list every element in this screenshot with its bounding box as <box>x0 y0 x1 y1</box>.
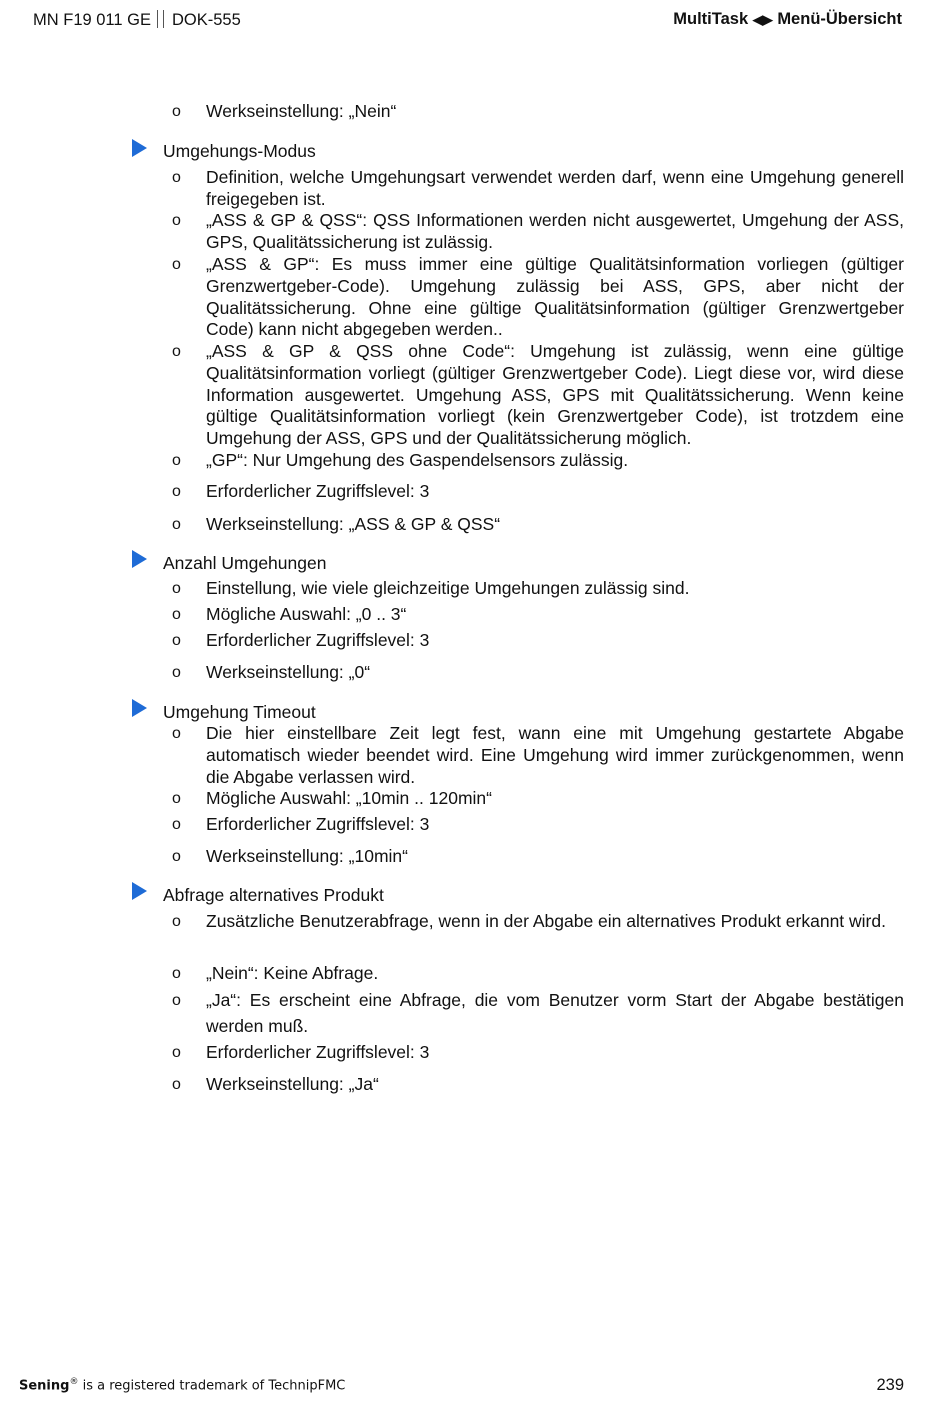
item-text: Werkseinstellung: „ASS & GP & QSS“ <box>206 514 501 534</box>
bullet-icon: o <box>172 256 181 273</box>
header-left <box>33 10 241 30</box>
footer-trademark <box>19 1377 345 1393</box>
section-arrow-icon <box>132 699 147 717</box>
header-right <box>673 10 902 29</box>
bullet-icon: o <box>172 848 181 865</box>
section-arrow-icon <box>132 882 147 900</box>
bullet-icon: o <box>172 516 181 533</box>
bullet-icon: o <box>172 212 181 229</box>
item-text: Die hier einstellbare Zeit legt fest, wann eine mit Umgehung gestartete Abgabe automatisch wieder beendet wird. Eine Umgehung wird immer zurückgenommen, wenn die Abgabe verlassen wird. <box>206 723 904 787</box>
bullet-icon: o <box>172 580 181 597</box>
brand-name: Sening <box>19 1378 70 1394</box>
item-text: „ASS & GP“: Es muss immer eine gültige Qualitätsinformation vorliegen (gültiger Grenzwertgeber-Code). Umgehung zulässig bei ASS, GPS, aber nicht der Qualitätssicherung. Ohne eine gültige Qualitätsinformation (gültiger Grenzwertgeber Code) kann nicht abgegeben werden.. <box>206 254 904 340</box>
item-text: „Ja“: Es erscheint eine Abfrage, die vom Benutzer vorm Start der Abgabe bestätigen werden muß. <box>206 990 904 1036</box>
item-text: Mögliche Auswahl: „0 .. 3“ <box>206 604 407 624</box>
bullet-icon: o <box>172 1076 181 1093</box>
bullet-icon: o <box>172 606 181 623</box>
bullet-icon: o <box>172 343 181 360</box>
item-text: Einstellung, wie viele gleichzeitige Umgehungen zulässig sind. <box>206 578 690 598</box>
bullet-icon: o <box>172 816 181 833</box>
bullet-icon: o <box>172 992 181 1009</box>
item-text: Erforderlicher Zugriffslevel: 3 <box>206 630 430 650</box>
item-text: „ASS & GP & QSS ohne Code“: Umgehung ist zulässig, wenn eine gültige Qualitätsinformation vorliegt (gültiger Grenzwertgeber Code). Liegt diese vor, wird diese Information ausgewertet. Umgehung ASS, GPS mit Qualitätssicherung. Wenn keine gültige Qualitätsinformation vorliegt (kein Grenzwertgeber Code), ist trotzdem eine Umgehung der ASS, GPS und der Qualitätssicherung möglich. <box>206 341 904 449</box>
item-text: Erforderlicher Zugriffslevel: 3 <box>206 1042 430 1062</box>
trademark-text: is a registered trademark of TechnipFMC <box>78 1378 346 1394</box>
bullet-icon: o <box>172 632 181 649</box>
bullet-icon: o <box>172 1044 181 1061</box>
section-arrow-icon <box>132 139 147 157</box>
section-title: Abfrage alternatives Produkt <box>163 885 384 905</box>
item-text: Mögliche Auswahl: „10min .. 120min“ <box>206 788 492 808</box>
section-arrow-icon <box>132 550 147 568</box>
item-text: Zusätzliche Benutzerabfrage, wenn in der Abgabe ein alternatives Produkt erkannt wird. <box>206 911 886 931</box>
section-title: Umgehungs-Modus <box>163 141 316 161</box>
item-text: Werkseinstellung: „10min“ <box>206 846 408 866</box>
section-name: Menü-Übersicht <box>777 10 902 28</box>
bullet-icon: o <box>172 725 181 742</box>
item-text: „ASS & GP & QSS“: QSS Informationen werden nicht ausgewertet, Umgehung der ASS, GPS, Qualitätssicherung ist zulässig. <box>206 210 904 252</box>
page-number: 239 <box>876 1376 904 1394</box>
bullet-icon: o <box>172 483 181 500</box>
bullet-icon: o <box>172 913 181 930</box>
header-separator <box>157 10 164 28</box>
section-title: Anzahl Umgehungen <box>163 553 327 573</box>
doc-code: MN F19 011 GE <box>33 11 151 29</box>
item-text: Definition, welche Umgehungsart verwendet werden darf, wenn eine Umgehung generell freigegeben ist. <box>206 167 904 209</box>
bullet-icon: o <box>172 965 181 982</box>
bullet-icon: o <box>172 452 181 469</box>
bullet-icon: o <box>172 103 181 120</box>
item-text: „GP“: Nur Umgehung des Gaspendelsensors zulässig. <box>206 450 629 470</box>
item-text: Werkseinstellung: „Nein“ <box>206 101 397 121</box>
left-triangle-icon: ◀ <box>752 12 763 27</box>
item-text: Werkseinstellung: „0“ <box>206 662 371 682</box>
item-text: Erforderlicher Zugriffslevel: 3 <box>206 814 430 834</box>
doc-number: DOK-555 <box>172 11 241 29</box>
bullet-icon: o <box>172 790 181 807</box>
section-title: Umgehung Timeout <box>163 702 316 722</box>
bullet-icon: o <box>172 664 181 681</box>
bullet-icon: o <box>172 169 181 186</box>
item-text: Werkseinstellung: „Ja“ <box>206 1074 379 1094</box>
product-name: MultiTask <box>673 10 749 28</box>
registered-mark: ® <box>69 1377 79 1387</box>
item-text: „Nein“: Keine Abfrage. <box>206 963 379 983</box>
item-text: Erforderlicher Zugriffslevel: 3 <box>206 481 430 501</box>
right-triangle-icon: ▶ <box>762 12 773 27</box>
